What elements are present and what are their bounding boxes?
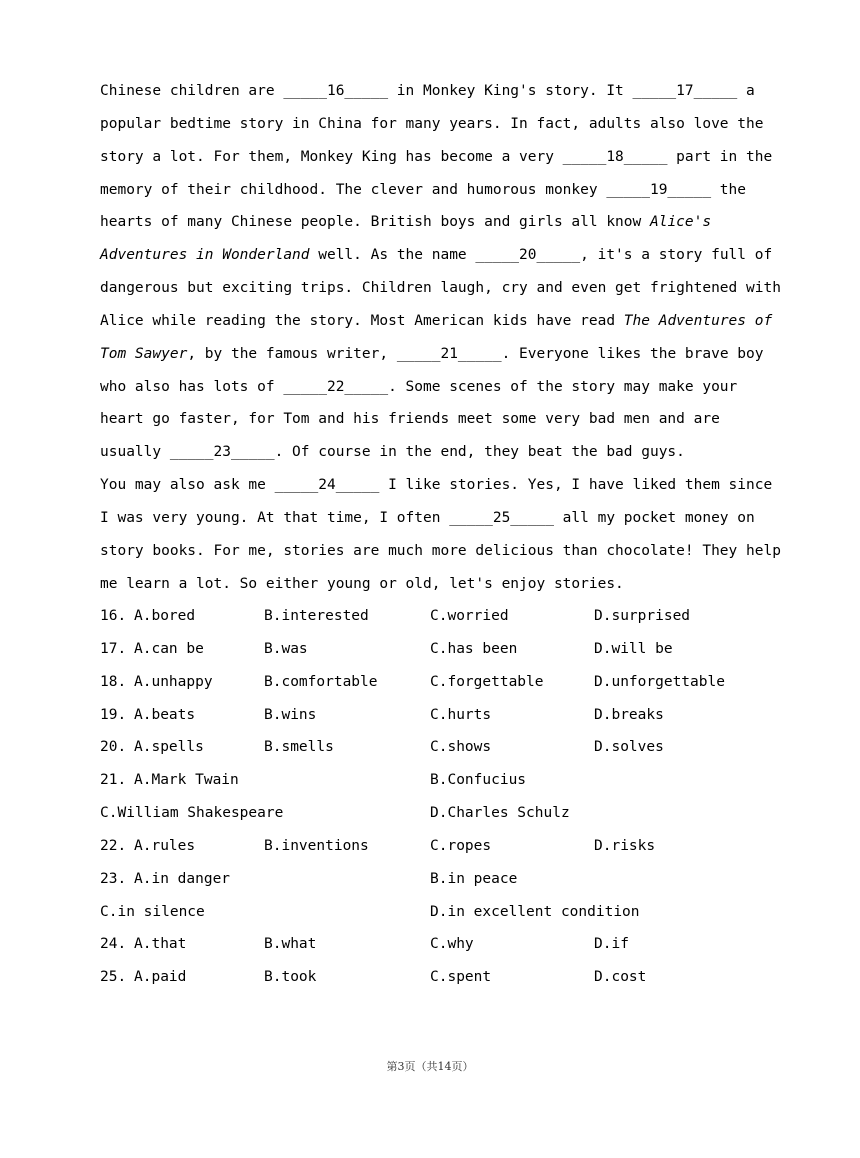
question-number: 25. (100, 969, 127, 986)
question-row (100, 928, 772, 961)
option-a (100, 699, 195, 732)
option-d: D.cost (594, 969, 647, 986)
option-b: B.took (264, 969, 317, 986)
question-row (100, 600, 772, 633)
passage-text: story books. For me, stories are much more delicious than chocolate! They help (100, 542, 781, 559)
book-title: Alice's (649, 214, 712, 231)
passage-text: who also has lots of _____22_____. Some scenes of the story may make your (100, 378, 738, 395)
option-a (100, 830, 195, 863)
question-number: 20. (100, 739, 127, 756)
passage-line (100, 535, 781, 568)
option-a-text: A.can be (134, 640, 204, 657)
option-a-text: A.Mark Twain (134, 772, 239, 789)
option-a-text: A.that (134, 936, 187, 953)
option-a-text: A.paid (134, 969, 187, 986)
option-d: D.in excellent condition (430, 903, 640, 920)
option-d: D.will be (594, 640, 673, 657)
option-c: C.in silence (100, 903, 205, 920)
option-a (100, 961, 186, 994)
passage-text: You may also ask me _____24_____ I like stories. Yes, I have liked them since (100, 477, 773, 494)
passage-line (100, 239, 772, 272)
option-d: D.surprised (594, 608, 691, 624)
option-a-text: A.in danger (134, 870, 231, 887)
passage-text: usually _____23_____. Of course in the end, they beat the bad guys. (100, 444, 685, 461)
question-number: 24. (100, 936, 127, 953)
passage-line (100, 568, 772, 601)
option-b: B.wins (264, 706, 317, 723)
option-d: D.unforgettable (594, 673, 725, 690)
question-row (100, 666, 772, 699)
option-b: B.Confucius (430, 772, 527, 789)
option-c: C.shows (430, 739, 492, 756)
option-b: B.smells (264, 739, 334, 756)
option-a (100, 600, 195, 633)
option-a (100, 764, 239, 797)
passage-line (100, 338, 772, 371)
reading-passage (100, 75, 781, 601)
question-row (100, 961, 772, 994)
question-number: 23. (100, 870, 127, 887)
option-a-text: A.rules (134, 837, 196, 854)
question-row (100, 699, 772, 732)
option-d: D.solves (594, 739, 664, 756)
question-row (100, 863, 772, 896)
option-a-text: A.unhappy (134, 673, 213, 690)
passage-line (100, 502, 772, 535)
passage-text: hearts of many Chinese people. British boys and girls all know (100, 214, 650, 231)
option-a-text: A.beats (134, 706, 196, 723)
question-row (100, 830, 772, 863)
option-a (100, 731, 204, 764)
passage-line (100, 469, 772, 502)
question-number: 21. (100, 772, 127, 789)
passage-text: popular bedtime story in China for many years. In fact, adults also love the (100, 115, 764, 132)
passage-line (100, 174, 772, 207)
question-row (100, 731, 772, 764)
option-d: D.risks (594, 837, 656, 854)
question-number: 18. (100, 673, 127, 690)
option-c: C.ropes (430, 837, 492, 854)
question-number: 19. (100, 706, 127, 723)
passage-text: me learn a lot. So either young or old, let's enjoy stories. (100, 575, 624, 592)
book-title: The Adventures of (623, 312, 773, 329)
question-number: 16. (100, 608, 127, 624)
option-c: C.has been (430, 640, 518, 657)
option-c: C.William Shakespeare (100, 805, 284, 822)
passage-line (100, 206, 772, 239)
option-a (100, 633, 204, 666)
book-title: Adventures in Wonderland (100, 247, 310, 264)
passage-line (100, 75, 772, 108)
page-footer: 第3页（共14页） (386, 1060, 474, 1073)
passage-text: dangerous but exciting trips. Children laugh, cry and even get frightened with (100, 280, 781, 297)
option-a-text: A.spells (134, 739, 204, 756)
option-a (100, 928, 186, 961)
passage-line (100, 436, 772, 469)
option-c: C.worried (430, 608, 509, 624)
book-title: Tom Sawyer (100, 345, 188, 362)
question-number: 17. (100, 640, 127, 657)
passage-text: story a lot. For them, Monkey King has become a very _____18_____ part in the (100, 148, 773, 165)
passage-line (100, 305, 772, 338)
answer-options (100, 600, 772, 994)
question-row-continued (100, 896, 772, 929)
passage-text: Chinese children are _____16_____ in Monkey King's story. It _____17_____ a (100, 83, 755, 99)
question-row (100, 633, 772, 666)
passage-text: well. As the name _____20_____, it's a story full of (309, 247, 773, 264)
passage-text: Alice while reading the story. Most American kids have read (100, 312, 624, 329)
option-b: B.in peace (430, 870, 518, 887)
option-a-text: A.bored (134, 608, 196, 624)
question-number: 22. (100, 837, 127, 854)
option-d: D.breaks (594, 706, 664, 723)
option-a (100, 863, 230, 896)
option-d: D.if (594, 936, 629, 953)
option-b: B.comfortable (264, 673, 378, 690)
question-row-continued (100, 797, 772, 830)
option-a (100, 666, 213, 699)
passage-line (100, 108, 772, 141)
passage-line (100, 141, 772, 174)
passage-line (100, 403, 772, 436)
option-b: B.what (264, 936, 317, 953)
option-c: C.hurts (430, 706, 492, 723)
passage-text: I was very young. At that time, I often _____25_____ all my pocket money on (100, 509, 755, 526)
question-row (100, 764, 772, 797)
option-b: B.was (264, 640, 308, 657)
option-c: C.spent (430, 969, 492, 986)
passage-text: memory of their childhood. The clever and humorous monkey _____19_____ the (100, 181, 747, 198)
passage-line (100, 272, 781, 305)
passage-line (100, 371, 772, 404)
passage-text: heart go faster, for Tom and his friends meet some very bad men and are (100, 411, 720, 428)
option-c: C.why (430, 936, 474, 953)
option-b: B.interested (264, 608, 369, 624)
option-d: D.Charles Schulz (430, 805, 570, 822)
option-c: C.forgettable (430, 673, 544, 690)
passage-text: , by the famous writer, _____21_____. Everyone likes the brave boy (187, 345, 764, 362)
option-b: B.inventions (264, 837, 369, 854)
